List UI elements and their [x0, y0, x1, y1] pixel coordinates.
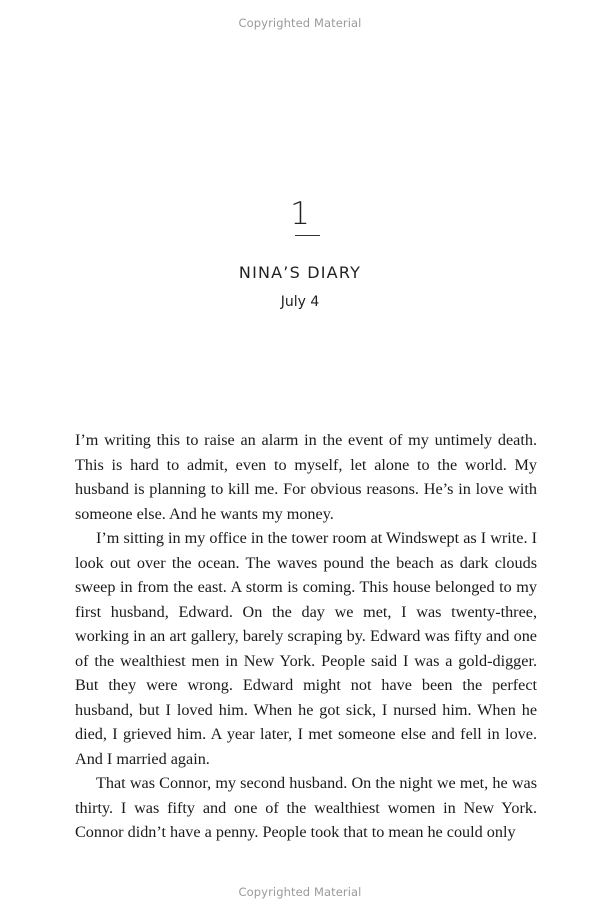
paragraph-3: That was Connor, my second husband. On the night we met, he was thirty. I was fifty and one of the wealthiest women in New York. Connor didn’t have a penny. People took that to mean he could only [75, 774, 537, 841]
paragraph-1: I’m writing this to raise an alarm in the event of my untimely death. This is hard to admit, even to myself, let alone to the world. My husband is planning to kill me. For obvious reasons. He’s in love with someone else. And he wants my money. [75, 431, 537, 523]
chapter-date: July 4 [280, 294, 320, 310]
chapter-number: 1 [290, 196, 310, 232]
body-text [75, 428, 537, 845]
paragraph-2: I’m sitting in my office in the tower room at Windswept as I write. I look out over the ocean. The waves pound the beach as dark clouds sweep in from the east. A storm is coming. This house belonged to my first husband, Edward. On the day we met, I was twenty-three, working in an art gallery, barely scraping by. Edward was fifty and one of the wealthiest men in New York. People said I was a gold-digger. But they were wrong. Edward might not have been the perfect husband, but I loved him. When he got sick, I nursed him. When he died, I grieved him. A year later, I met someone else and fell in love. And I married again. [75, 529, 537, 768]
copyright-watermark-top: Copyrighted Material [238, 16, 362, 30]
copyright-watermark-bottom: Copyrighted Material [238, 885, 362, 899]
chapter-title: NINA’S DIARY [238, 263, 362, 282]
chapter-divider [295, 235, 320, 236]
